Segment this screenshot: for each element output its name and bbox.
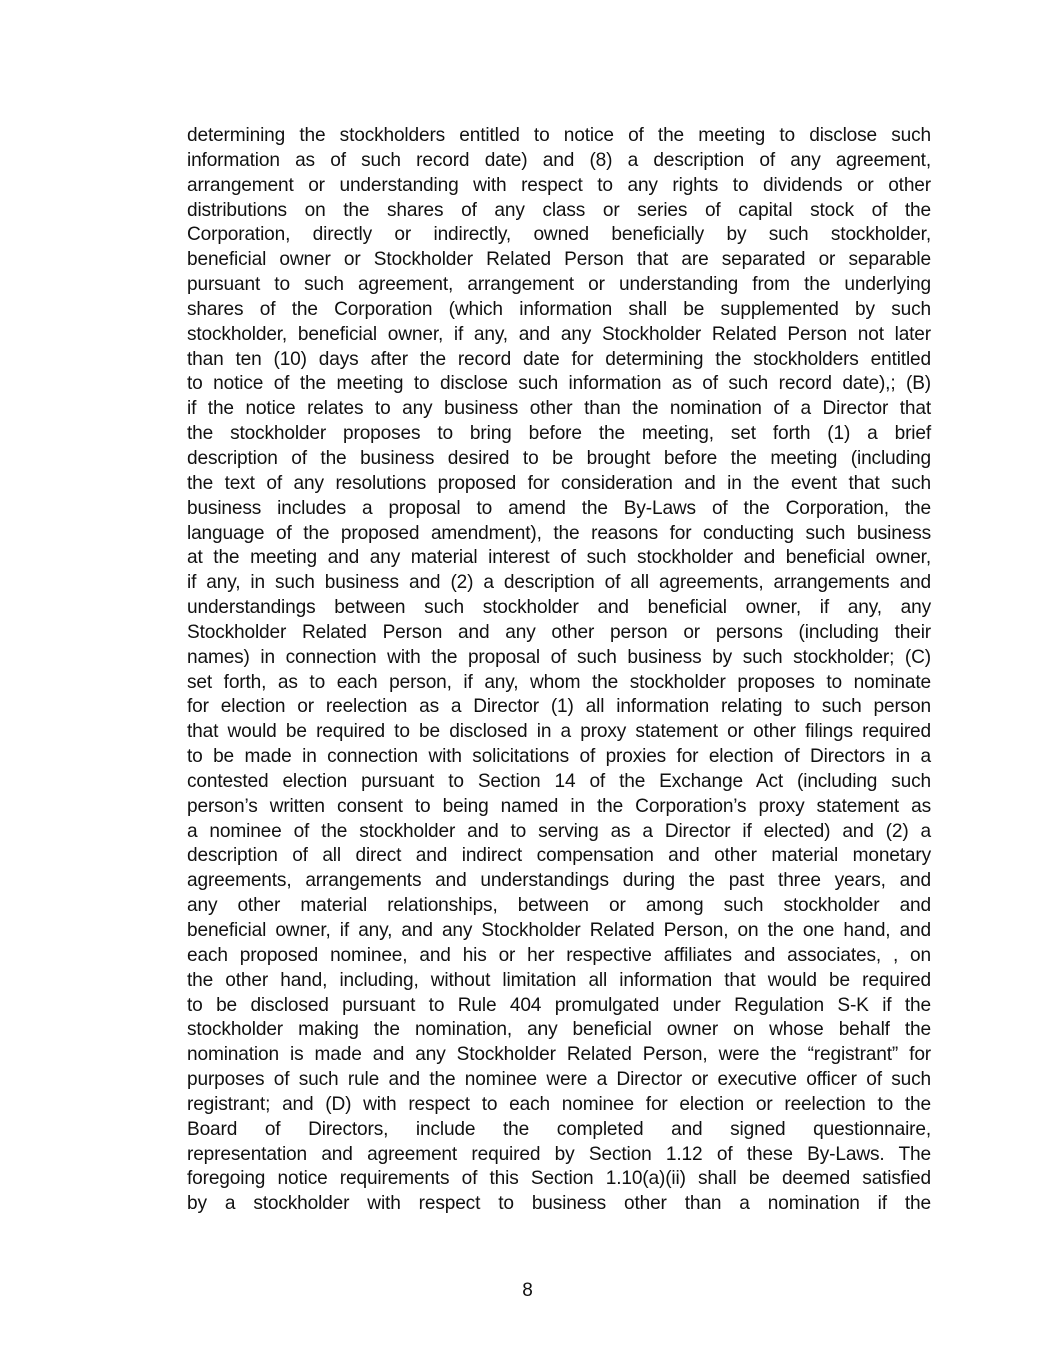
body-line: shares of the Corporation (which information shall be supplemented by such [187,298,931,320]
body-line: than ten (10) days after the record date for determining the stockholders entitled [187,348,931,370]
body-line: the other hand, including, without limitation all information that would be required [187,969,931,991]
body-line: the stockholder proposes to bring before the meeting, set forth (1) a brief [187,423,931,445]
body-line: contested election pursuant to Section 14 of the Exchange Act (including such [187,770,931,792]
body-line: purposes of such rule and the nominee were a Director or executive officer of such [187,1069,931,1091]
body-line: beneficial owner, if any, and any Stockholder Related Person, on the one hand, and [187,920,931,941]
body-line: registrant; and (D) with respect to each nominee for election or reelection to the [187,1093,931,1115]
body-line: at the meeting and any material interest of such stockholder and beneficial owner, [187,547,931,569]
body-line: language of the proposed amendment), the reasons for conducting such business [187,522,931,544]
body-line: a nominee of the stockholder and to serving as a Director if elected) and (2) a [187,820,931,842]
body-line: by a stockholder with respect to business other than a nomination if the [187,1193,931,1215]
body-line: each proposed nominee, and his or her respective affiliates and associates, , on [187,944,931,966]
body-line: the text of any resolutions proposed for consideration and in the event that such [187,472,931,494]
body-line: arrangement or understanding with respect to any rights to dividends or other [187,174,931,196]
body-line: Board of Directors, include the completed and signed questionnaire, [187,1118,931,1140]
body-line: stockholder making the nomination, any beneficial owner on whose behalf the [187,1019,931,1041]
body-line: if the notice relates to any business other than the nomination of a Director that [187,398,931,420]
page-number: 8 [522,1280,533,1301]
body-line: beneficial owner or Stockholder Related Person that are separated or separable [187,249,931,271]
body-line: set forth, as to each person, if any, whom the stockholder proposes to nominate [187,671,931,693]
body-line: that would be required to be disclosed in a proxy statement or other filings required [187,721,931,743]
body-line: determining the stockholders entitled to notice of the meeting to disclose such [187,125,931,146]
body-line: Corporation, directly or indirectly, owned beneficially by such stockholder, [187,224,931,246]
body-line: representation and agreement required by Section 1.12 of these By-Laws. The [187,1143,931,1165]
body-line: names) in connection with the proposal of such business by such stockholder; (C) [187,646,931,668]
body-line: description of the business desired to be brought before the meeting (including [187,447,931,469]
body-line: agreements, arrangements and understandings during the past three years, and [187,870,931,892]
body-line: person’s written consent to being named in the Corporation’s proxy statement as [187,795,931,817]
body-line: any other material relationships, between or among such stockholder and [187,895,931,917]
body-line: understandings between such stockholder and beneficial owner, if any, any [187,597,931,619]
body-line: description of all direct and indirect compensation and other material monetary [187,845,931,867]
body-line: foregoing notice requirements of this Section 1.10(a)(ii) shall be deemed satisfied [187,1168,931,1190]
body-line: Stockholder Related Person and any other person or persons (including their [187,621,931,643]
body-line: to notice of the meeting to disclose such information as of such record date),; (B) [187,373,931,395]
body-line: business includes a proposal to amend the By-Laws of the Corporation, the [187,497,931,519]
body-line: to be disclosed pursuant to Rule 404 promulgated under Regulation S-K if the [187,994,931,1016]
document-body [187,124,931,1217]
body-line: pursuant to such agreement, arrangement or understanding from the underlying [187,274,931,296]
body-line: if any, in such business and (2) a description of all agreements, arrangements and [187,572,931,594]
body-line: to be made in connection with solicitations of proxies for election of Directors in a [187,746,931,768]
body-line: information as of such record date) and (8) a description of any agreement, [187,149,931,171]
body-line: stockholder, beneficial owner, if any, and any Stockholder Related Person not later [187,323,931,345]
body-line: nomination is made and any Stockholder Related Person, were the “registrant” for [187,1044,931,1066]
body-line: distributions on the shares of any class or series of capital stock of the [187,199,931,221]
body-line: for election or reelection as a Director (1) all information relating to such person [187,696,931,718]
